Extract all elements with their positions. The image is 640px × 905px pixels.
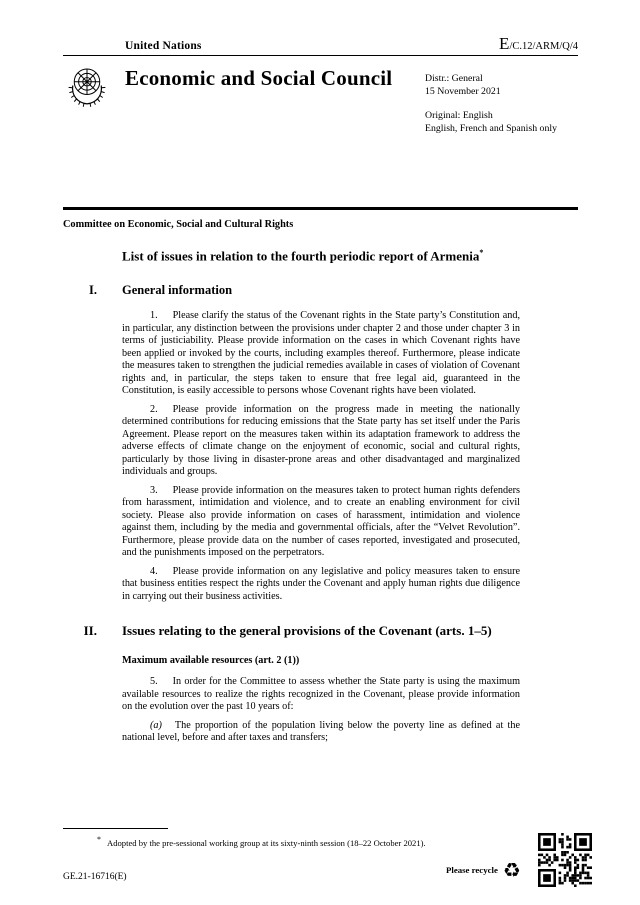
section-heading-general-information (63, 283, 520, 298)
footnote-separator (63, 828, 168, 829)
paragraph-2 (122, 404, 520, 479)
paragraph-1 (122, 310, 520, 398)
list-item-text: The proportion of the population living below the poverty line as defined at the national level, before and after taxes and transfers; (122, 719, 520, 744)
paragraph-number: 2. (150, 403, 158, 415)
document-body (63, 248, 520, 751)
committee-name: Committee on Economic, Social and Cultural Rights (63, 219, 294, 230)
recycle-note (446, 860, 521, 880)
subsection-heading-maximum-available-resources: Maximum available resources (art. 2 (1)) (122, 655, 300, 667)
paragraph-3 (122, 485, 520, 560)
original-language: Original: English (425, 110, 493, 121)
document-title-text: List of issues in relation to the fourth periodic report of Armenia (122, 248, 480, 264)
doc-number: GE.21-16716(E) (63, 872, 127, 882)
footnote-text: Adopted by the pre-sessional working group at its sixty-ninth session (18–22 October 2021). (107, 837, 426, 848)
list-item-a (122, 720, 520, 745)
doc-symbol-prefix: E (499, 34, 510, 53)
doc-symbol (499, 34, 578, 54)
distr-date: 15 November 2021 (425, 86, 501, 97)
doc-symbol-rest: /C.12/ARM/Q/4 (509, 41, 578, 52)
masthead-rule (63, 207, 578, 210)
distribution-block (425, 72, 557, 135)
distr-type: Distr.: General (425, 73, 483, 84)
paragraph-number: 3. (150, 484, 158, 496)
org-name: United Nations (125, 40, 202, 52)
section-title: Issues relating to the general provisions of the Covenant (arts. 1–5) (122, 623, 492, 639)
paragraph-text: Please clarify the status of the Covenant rights in the State party’s Constitution and, in particular, any distinction between the provisions under chapter 2 and those under chapter 3 in terms of justiciability. Please provide information on the cases in which Covenant rights have been applied or invoked by the courts, including examples thereof. Furthermore, please indicate the measures taken to strengthen the judicial remedies available in cases of violation of Covenant rights and, in particular, the steps taken to ensure that free legal aid, guaranteed in the Constitution, is easily accessible to persons whose Covenant rights have been violated. (122, 310, 520, 397)
section-numeral: II. (83, 623, 97, 639)
paragraph-text: In order for the Committee to assess whether the State party is using the maximum available resources to realize the rights recognized in the Covenant, please provide information on the evolution over the past 10 years of: (122, 676, 520, 713)
paragraph-text: Please provide information on the measures taken to protect human rights defenders from harassment, intimidation and violence, and to create an enabling environment for civil society. Please also provide information on cases of harassment, intimidation and violence against them, including by the media and governmental officials, after the “Velvet Revolution”. Furthermore, please provide data on the number of cases reported, investigated and prosecuted, and the punishments imposed on the perpetrators. (122, 484, 520, 559)
paragraph-text: Please provide information on the progress made in meeting the nationally determined contributions for reducing emissions that the State party has set itself under the Paris Agreement. Please report on the measures taken within its adaptation framework to address the adverse effects of climate change on the enjoyment of economic, social and cultural rights, particularly by those living in disaster-prone areas and other disadvantaged and marginalized individuals and groups. (122, 403, 520, 478)
un-emblem-icon (63, 63, 111, 111)
section-numeral: I. (89, 283, 97, 298)
recycle-icon: ♻ (502, 858, 521, 882)
paragraph-number: 1. (150, 310, 158, 322)
document-title (122, 248, 500, 265)
paragraph-4 (122, 566, 520, 604)
qr-code (538, 833, 592, 887)
top-header (63, 34, 578, 54)
footnote-block (63, 828, 578, 849)
council-title: Economic and Social Council (125, 66, 393, 90)
recycle-label: Please recycle (446, 865, 498, 875)
footnote-marker: * (97, 835, 101, 844)
footnote-marker-ref: * (479, 248, 484, 257)
paragraph-5 (122, 676, 520, 714)
section-title: General information (122, 283, 233, 298)
languages-note: English, French and Spanish only (425, 123, 557, 134)
header-rule (63, 55, 578, 56)
section-heading-general-provisions (63, 623, 520, 640)
footnote (63, 834, 578, 849)
paragraph-text: Please provide information on any legislative and policy measures taken to ensure that business entities respect the rights under the Covenant and apply human rights due diligence in carrying out their business activities. (122, 565, 520, 602)
paragraph-number: 4. (150, 565, 158, 577)
paragraph-number: 5. (150, 676, 158, 688)
list-item-label: (a) (150, 719, 162, 731)
